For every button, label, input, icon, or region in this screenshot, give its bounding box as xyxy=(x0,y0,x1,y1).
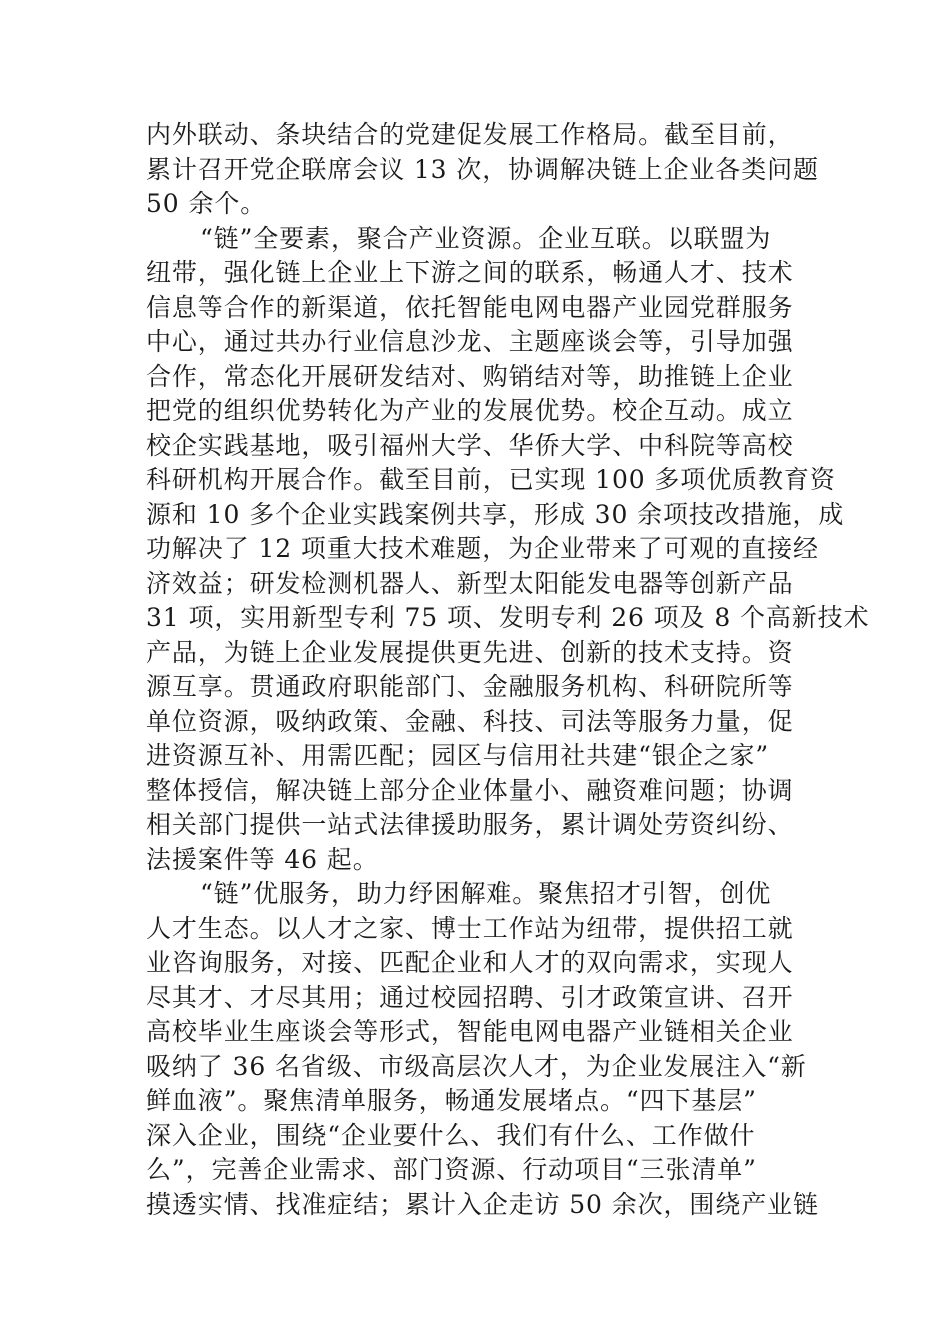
text-line: 合作，常态化开展研发结对、购销结对等，助推链上企业 xyxy=(146,361,794,391)
text-line: 源互享。贯通政府职能部门、金融服务机构、科研院所等 xyxy=(146,672,794,701)
text-line: “链”优服务，助力纾困解难。聚焦招才引智，创优 xyxy=(200,879,772,908)
text-line: 高校毕业生座谈会等形式，智能电网电器产业链相关企业 xyxy=(146,1017,794,1046)
paragraph-3 xyxy=(146,877,819,1222)
text-line: 源和 10 多个企业实践案例共享，形成 30 余项技改措施，成 xyxy=(146,499,845,529)
text-line: 济效益；研发检测机器人、新型太阳能发电器等创新产品 xyxy=(146,568,794,598)
text-line: 进资源互补、用需匹配；园区与信用社共建“银企之家” xyxy=(146,741,770,770)
document-body xyxy=(146,118,870,1222)
text-line: 吸纳了 36 名省级、市级高层次人才，为企业发展注入“新 xyxy=(146,1051,807,1081)
text-line: 法援案件等 46 起。 xyxy=(146,844,379,874)
text-line: 信息等合作的新渠道，依托智能电网电器产业园党群服务 xyxy=(146,292,794,322)
text-line: 产品，为链上企业发展提供更先进、创新的技术支持。资 xyxy=(146,637,794,667)
text-line: 整体授信，解决链上部分企业体量小、融资难问题；协调 xyxy=(146,775,794,805)
text-line: 相关部门提供一站式法律援助服务，累计调处劳资纠纷、 xyxy=(146,810,794,839)
text-line: 业咨询服务，对接、匹配企业和人才的双向需求，实现人 xyxy=(146,948,794,977)
text-line: “链”全要素，聚合产业资源。企业互联。以联盟为 xyxy=(200,223,772,253)
text-line: 人才生态。以人才之家、博士工作站为纽带，提供招工就 xyxy=(146,913,794,943)
text-line: 纽带，强化链上企业上下游之间的联系，畅通人才、技术 xyxy=(146,258,794,287)
text-line: 功解决了 12 项重大技术难题，为企业带来了可观的直接经 xyxy=(146,534,819,563)
text-line: 摸透实情、找准症结；累计入企走访 50 余次，围绕产业链 xyxy=(146,1189,819,1219)
text-line: 校企实践基地，吸引福州大学、华侨大学、中科院等高校 xyxy=(146,430,794,460)
text-line: 科研机构开展合作。截至目前，已实现 100 多项优质教育资 xyxy=(146,465,836,494)
text-line: 中心，通过共办行业信息沙龙、主题座谈会等，引导加强 xyxy=(146,327,794,356)
text-line: 31 项，实用新型专利 75 项、发明专利 26 项及 8 个高新技术 xyxy=(146,603,870,632)
text-line: 把党的组织优势转化为产业的发展优势。校企互动。成立 xyxy=(146,396,794,425)
text-line: 深入企业，围绕“企业要什么、我们有什么、工作做什 xyxy=(146,1120,756,1150)
text-line: 内外联动、条块结合的党建促发展工作格局。截至目前， xyxy=(146,120,794,149)
text-line: 么”，完善企业需求、部门资源、行动项目“三张清单” xyxy=(146,1155,757,1184)
text-line: 单位资源，吸纳政策、金融、科技、司法等服务力量，促 xyxy=(146,706,794,736)
text-line: 50 余个。 xyxy=(146,189,267,218)
paragraph-2 xyxy=(146,222,870,878)
paragraph-1 xyxy=(146,118,819,222)
text-line: 尽其才、才尽其用；通过校园招聘、引才政策宣讲、召开 xyxy=(146,982,794,1012)
text-line: 累计召开党企联席会议 13 次，协调解决链上企业各类问题 xyxy=(146,154,819,184)
text-line: 鲜血液”。聚焦清单服务，畅通发展堵点。“四下基层” xyxy=(146,1086,757,1115)
